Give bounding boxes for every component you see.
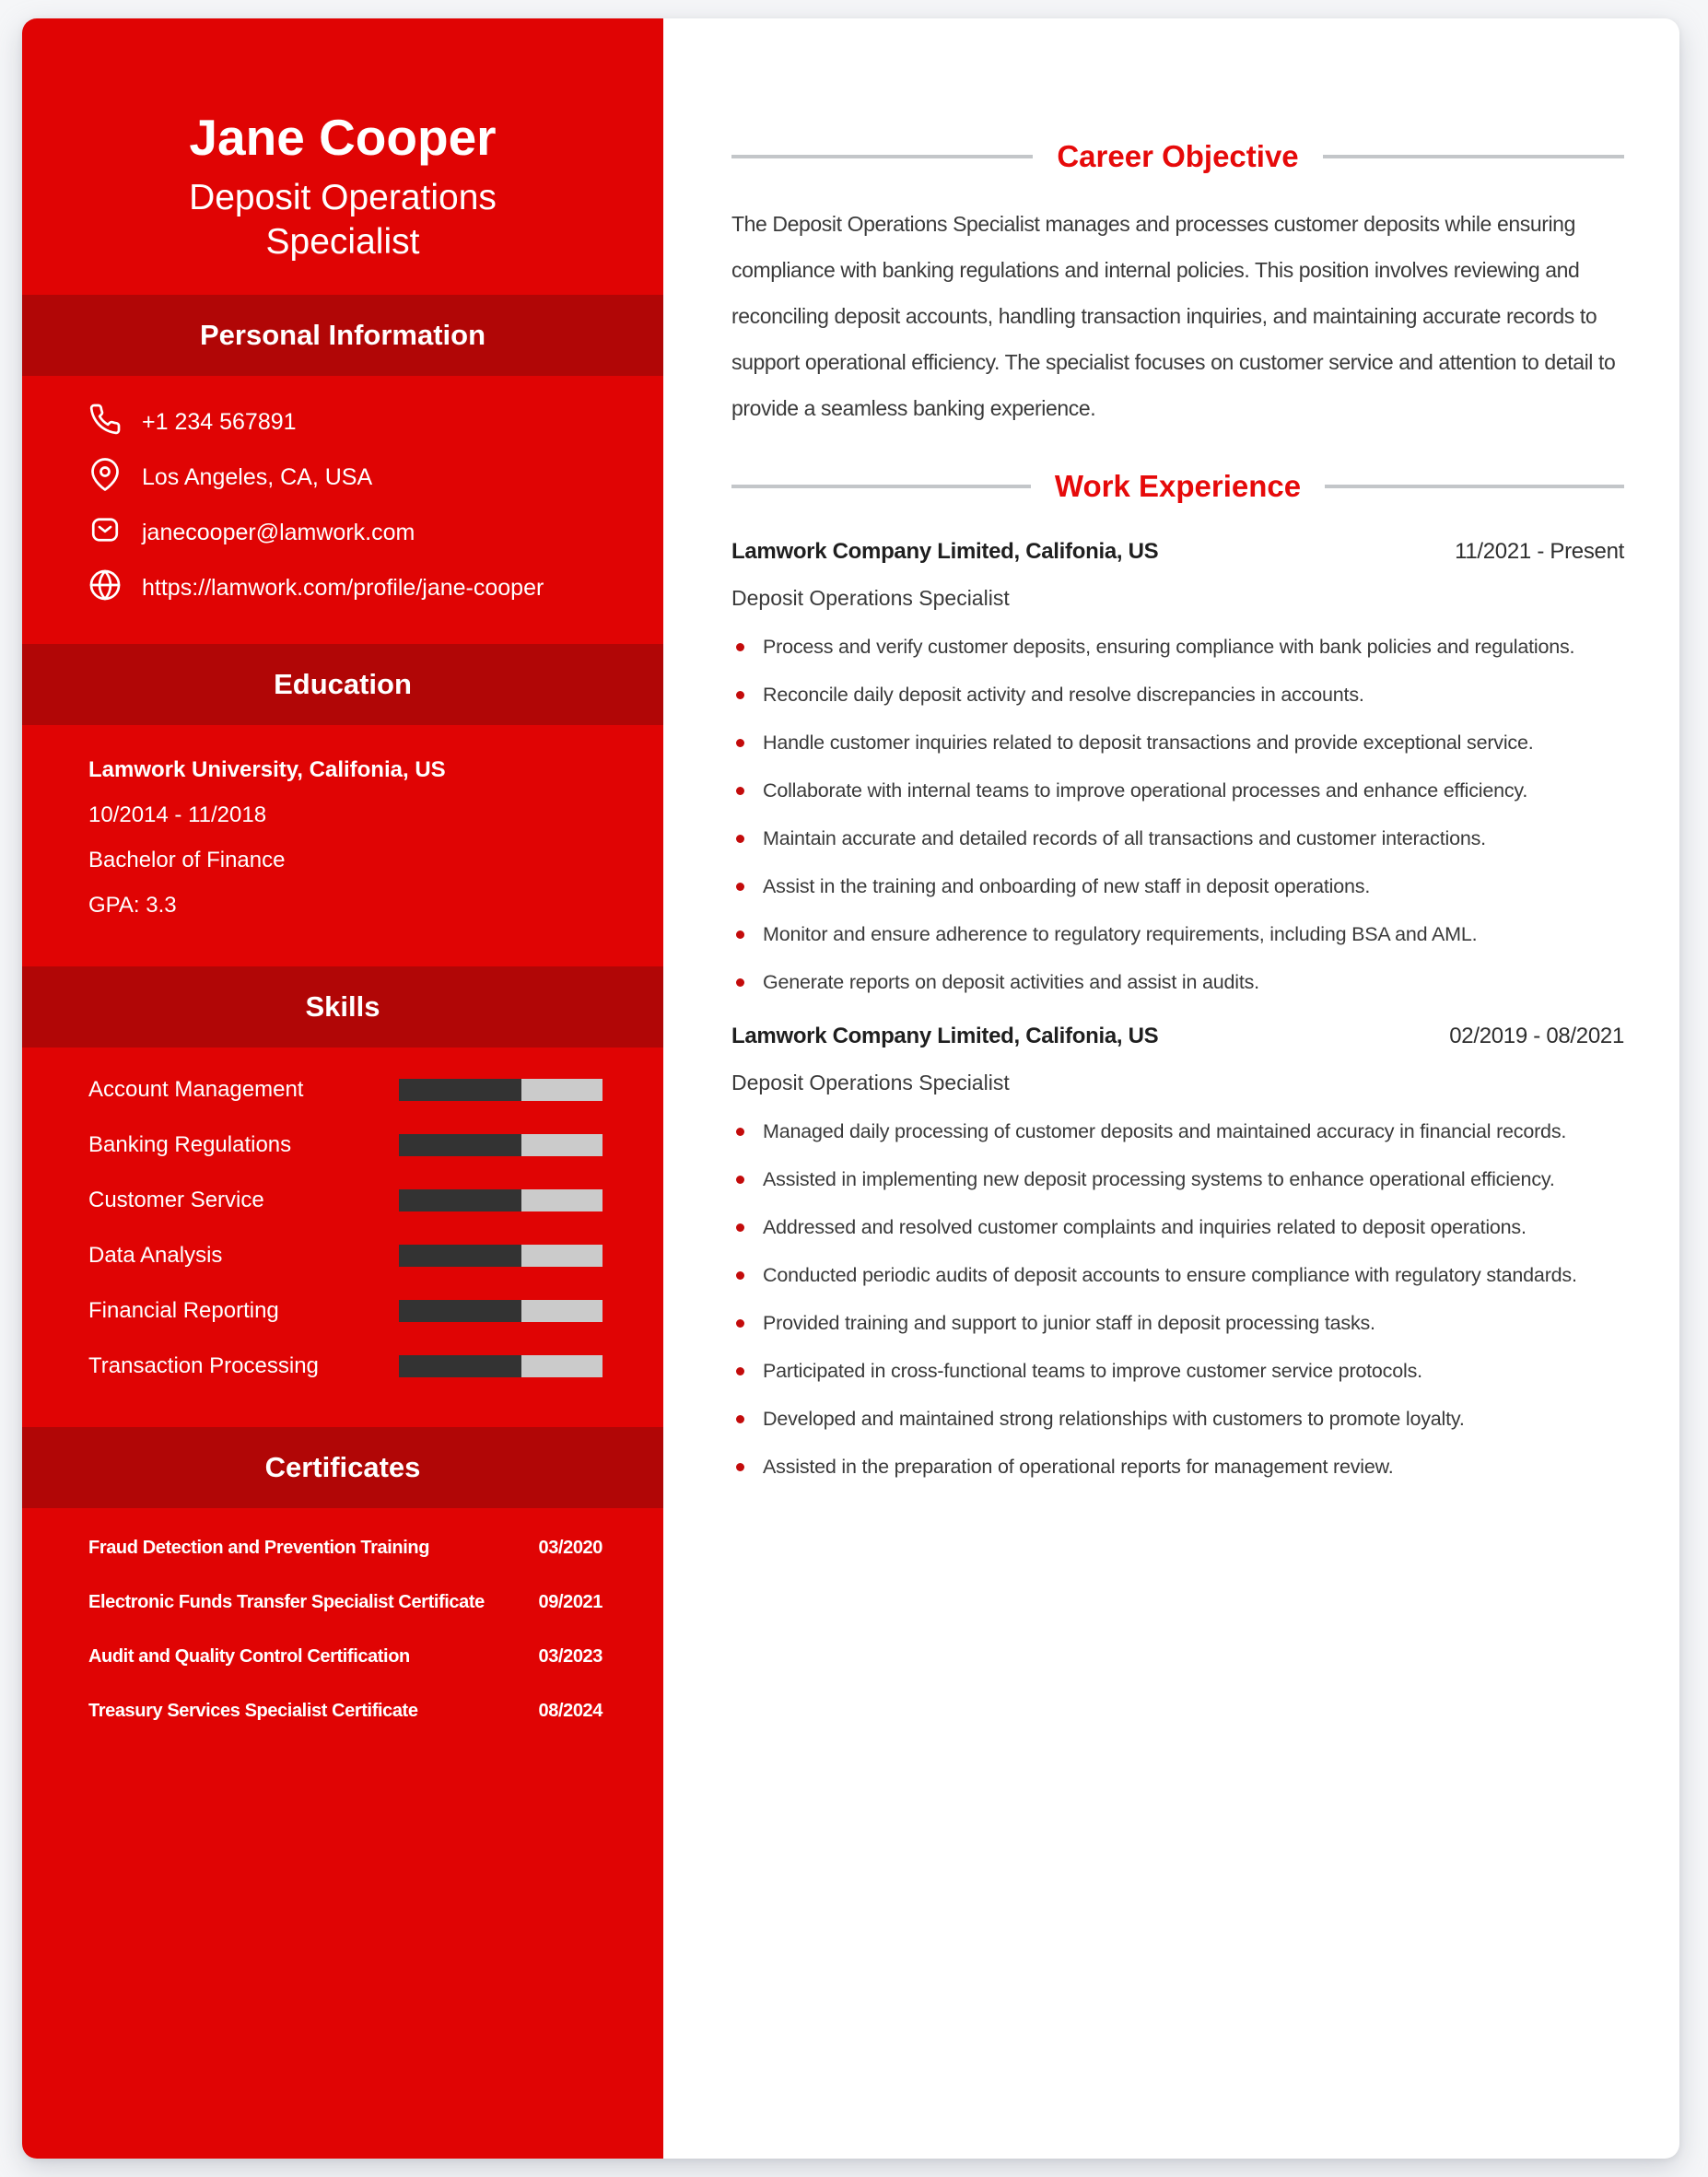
section-heading-personal-information — [22, 295, 663, 376]
skills-list — [22, 1048, 663, 1427]
bullet-dot-icon — [736, 978, 744, 987]
job-bullet — [731, 1299, 1624, 1347]
bullet-text: Assisted in the preparation of operational reports for management review. — [763, 1455, 1394, 1478]
contact-row — [88, 505, 626, 560]
bullet-text: Assist in the training and onboarding of new staff in deposit operations. — [763, 874, 1371, 897]
bullet-dot-icon — [736, 1128, 744, 1136]
job-entry — [731, 1023, 1624, 1491]
certificate-row — [88, 1521, 602, 1575]
bullet-text: Addressed and resolved customer complaints and inquiries related to deposit operations. — [763, 1215, 1527, 1238]
certificate-row — [88, 1684, 602, 1738]
skill-bar-fill — [399, 1355, 521, 1377]
mail-icon — [88, 513, 122, 553]
contact-row — [88, 394, 626, 450]
skill-row — [88, 1062, 602, 1118]
certificate-date: 03/2023 — [538, 1646, 602, 1667]
skill-label: Customer Service — [88, 1188, 264, 1212]
job-bullet — [731, 1347, 1624, 1395]
identity-block — [22, 18, 663, 295]
skill-label: Banking Regulations — [88, 1132, 292, 1157]
job-bullet — [731, 1155, 1624, 1203]
skill-bar-fill — [399, 1300, 521, 1322]
bullet-text: Managed daily processing of customer deposits and maintained accuracy in financial records. — [763, 1119, 1567, 1142]
section-heading-education — [22, 644, 663, 725]
certificate-date: 03/2020 — [538, 1538, 602, 1558]
certificate-name: Treasury Services Specialist Certificate — [88, 1701, 418, 1721]
main-content — [663, 18, 1679, 2159]
skill-bar — [399, 1300, 602, 1322]
education-degree: Bachelor of Finance — [88, 847, 286, 872]
contact-text: Los Angeles, CA, USA — [142, 463, 373, 490]
skill-label: Data Analysis — [88, 1243, 223, 1268]
bullet-dot-icon — [736, 1223, 744, 1232]
work-experience-title: Work Experience — [1054, 469, 1302, 503]
contact-text: janecooper@lamwork.com — [142, 519, 415, 545]
bullet-dot-icon — [736, 1271, 744, 1280]
bullet-dot-icon — [736, 1319, 744, 1328]
contact-list — [22, 376, 663, 644]
job-role: Deposit Operations Specialist — [731, 1071, 1010, 1094]
location-icon — [88, 458, 122, 497]
bullet-text: Reconcile daily deposit activity and resolve discrepancies in accounts. — [763, 683, 1364, 706]
skill-label: Account Management — [88, 1077, 304, 1102]
job-header — [731, 1023, 1624, 1050]
bullet-dot-icon — [736, 691, 744, 699]
skill-bar — [399, 1245, 602, 1267]
bullet-text: Maintain accurate and detailed records of all transactions and customer interactions. — [763, 826, 1486, 849]
skill-row — [88, 1283, 602, 1339]
job-bullet — [731, 1107, 1624, 1155]
section-heading-certificates — [22, 1427, 663, 1508]
skill-row — [88, 1118, 602, 1173]
bullet-text: Process and verify customer deposits, ensuring compliance with bank policies and regulations. — [763, 635, 1575, 658]
job-company: Lamwork Company Limited, Califonia, US — [731, 539, 1159, 564]
job-bullet — [731, 1443, 1624, 1491]
heading-line-left — [731, 155, 1033, 158]
certificate-row — [88, 1575, 602, 1630]
skill-bar-fill — [399, 1189, 521, 1211]
skill-bar-fill — [399, 1134, 521, 1156]
bullet-text: Handle customer inquiries related to deposit transactions and provide exceptional service. — [763, 731, 1534, 754]
bullet-dot-icon — [736, 787, 744, 795]
work-experience-heading — [731, 466, 1624, 507]
certificate-name: Fraud Detection and Prevention Training — [88, 1538, 430, 1558]
education-dates: 10/2014 - 11/2018 — [88, 802, 267, 827]
education-block — [22, 725, 663, 966]
phone-icon — [88, 403, 122, 442]
skill-bar — [399, 1079, 602, 1101]
job-list — [731, 538, 1624, 1491]
career-objective-heading — [731, 136, 1624, 177]
bullet-text: Participated in cross-functional teams to improve customer service protocols. — [763, 1359, 1422, 1382]
section-heading-skills — [22, 966, 663, 1048]
bullet-dot-icon — [736, 835, 744, 843]
heading-line-right — [1325, 485, 1624, 488]
bullet-text: Conducted periodic audits of deposit accounts to ensure compliance with regulatory standards. — [763, 1263, 1577, 1286]
bullet-text: Provided training and support to junior staff in deposit processing tasks. — [763, 1311, 1375, 1334]
career-objective-paragraph: The Deposit Operations Specialist manages and processes customer deposits while ensuring compliance with banking regulations and internal policies. This position involves reviewing and reconciling deposit accounts, handling transaction inquiries, and maintaining accurate records to support operational efficiency. The specialist focuses on customer service and attention to detail to provide a seamless banking experience. — [731, 212, 1616, 420]
contact-text: +1 234 567891 — [142, 408, 297, 435]
job-bullet — [731, 814, 1624, 862]
section-heading-label: Certificates — [264, 1451, 421, 1483]
skill-bar-fill — [399, 1245, 521, 1267]
job-company: Lamwork Company Limited, Califonia, US — [731, 1024, 1159, 1048]
certificates-list — [22, 1508, 663, 1738]
sidebar — [22, 18, 663, 2159]
bullet-text: Monitor and ensure adherence to regulatory requirements, including BSA and AML. — [763, 922, 1478, 945]
heading-line-right — [1323, 155, 1624, 158]
contact-text: https://lamwork.com/profile/jane-cooper — [142, 574, 544, 601]
bullet-dot-icon — [736, 930, 744, 939]
bullet-text: Assisted in implementing new deposit processing systems to enhance operational efficiency. — [763, 1167, 1555, 1190]
certificate-name: Audit and Quality Control Certification — [88, 1646, 410, 1667]
education-gpa: GPA: 3.3 — [88, 892, 177, 918]
skill-bar — [399, 1189, 602, 1211]
globe-icon — [88, 568, 122, 608]
skill-label: Transaction Processing — [88, 1353, 319, 1378]
skill-row — [88, 1173, 602, 1228]
person-title: Deposit Operations Specialist — [189, 178, 497, 262]
job-bullet — [731, 1203, 1624, 1251]
certificate-row — [88, 1630, 602, 1684]
job-bullet — [731, 1251, 1624, 1299]
job-bullet — [731, 767, 1624, 814]
skill-bar — [399, 1134, 602, 1156]
certificate-date: 08/2024 — [538, 1701, 602, 1721]
resume-page — [22, 18, 1679, 2159]
skill-row — [88, 1228, 602, 1283]
section-heading-label: Skills — [305, 990, 380, 1023]
certificate-date: 09/2021 — [538, 1592, 602, 1612]
bullet-dot-icon — [736, 1415, 744, 1423]
bullet-dot-icon — [736, 643, 744, 651]
skill-bar — [399, 1355, 602, 1377]
job-bullet — [731, 910, 1624, 958]
section-heading-label: Personal Information — [199, 319, 486, 351]
job-bullet — [731, 862, 1624, 910]
career-objective-title: Career Objective — [1057, 139, 1299, 173]
job-bullet — [731, 671, 1624, 719]
job-bullet — [731, 719, 1624, 767]
bullet-text: Developed and maintained strong relationships with customers to promote loyalty. — [763, 1407, 1465, 1430]
bullet-dot-icon — [736, 739, 744, 747]
job-bullet — [731, 623, 1624, 671]
job-bullet-list — [731, 623, 1624, 1006]
contact-row — [88, 450, 626, 505]
job-bullet — [731, 958, 1624, 1006]
certificate-name: Electronic Funds Transfer Specialist Certificate — [88, 1592, 485, 1612]
job-role: Deposit Operations Specialist — [731, 586, 1010, 610]
bullet-text: Collaborate with internal teams to improve operational processes and enhance efficiency. — [763, 778, 1528, 802]
person-name: Jane Cooper — [189, 109, 497, 166]
job-bullet — [731, 1395, 1624, 1443]
job-header — [731, 538, 1624, 566]
section-heading-label: Education — [274, 668, 412, 700]
job-bullet-list — [731, 1107, 1624, 1491]
contact-row — [88, 560, 626, 615]
education-university: Lamwork University, Califonia, US — [88, 756, 446, 782]
bullet-dot-icon — [736, 883, 744, 891]
job-date-range: 11/2021 - Present — [1455, 539, 1624, 564]
skill-label: Financial Reporting — [88, 1298, 279, 1323]
skill-bar-fill — [399, 1079, 521, 1101]
skill-row — [88, 1339, 602, 1394]
heading-line-left — [731, 485, 1031, 488]
bullet-text: Generate reports on deposit activities and assist in audits. — [763, 970, 1259, 993]
job-date-range: 02/2019 - 08/2021 — [1449, 1024, 1624, 1048]
bullet-dot-icon — [736, 1463, 744, 1471]
bullet-dot-icon — [736, 1176, 744, 1184]
bullet-dot-icon — [736, 1367, 744, 1375]
job-entry — [731, 538, 1624, 1006]
